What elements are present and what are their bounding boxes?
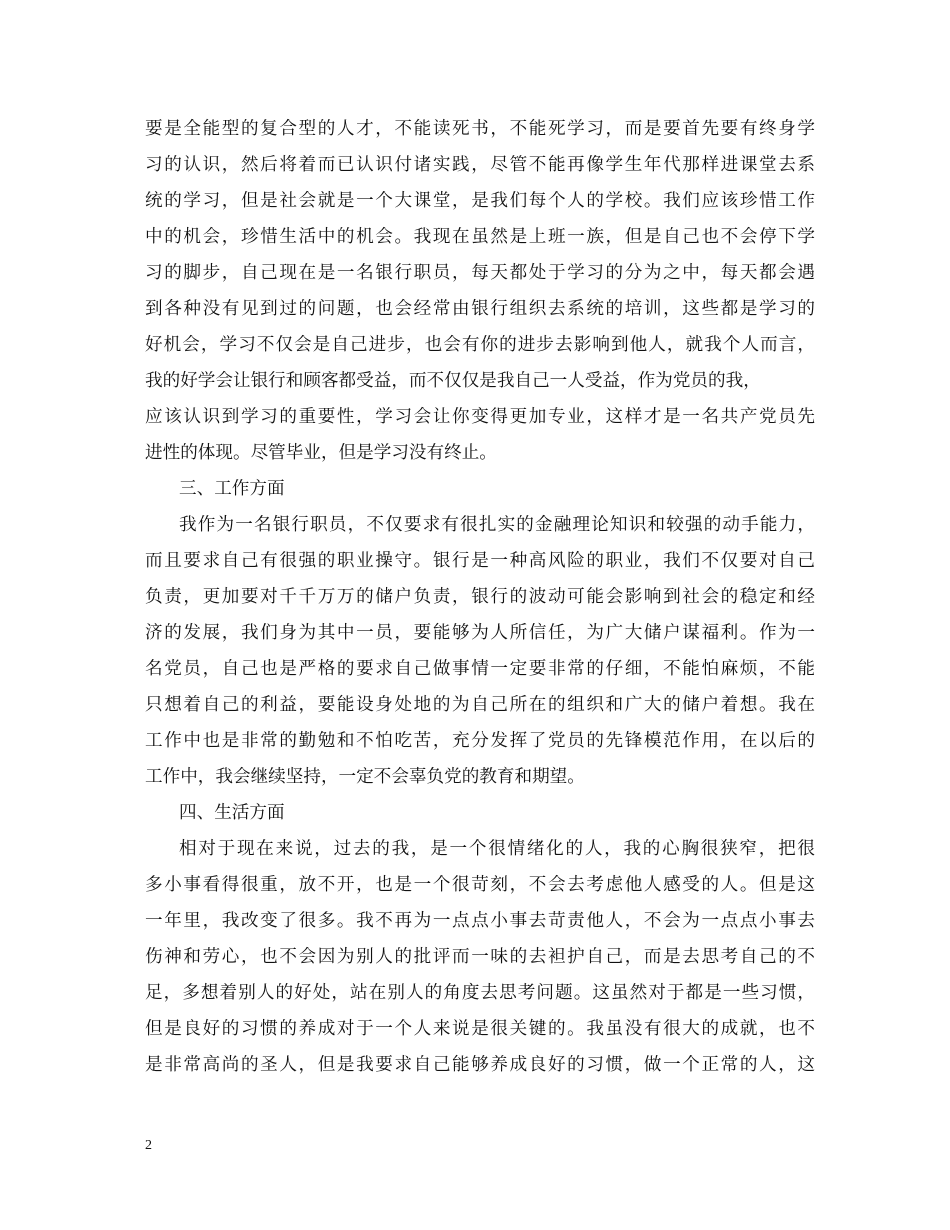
section-heading-work: 三、工作方面: [179, 479, 285, 499]
text-line: 但是良好的习惯的养成对于一个人来说是很关键的。我虽没有很大的成就，也不: [145, 1019, 815, 1039]
section-heading-life: 四、生活方面: [179, 803, 285, 823]
text-line: 一年里，我改变了很多。我不再为一点点小事去苛责他人，不会为一点点小事去: [145, 911, 815, 931]
text-line: 习的认识，然后将着而已认识付诸实践，尽管不能再像学生年代那样进课堂去系: [145, 155, 815, 175]
text-line-first: 相对于现在来说，过去的我，是一个很情绪化的人，我的心胸很狭窄，把很: [179, 839, 815, 859]
text-line: 要是全能型的复合型的人才，不能读死书，不能死学习，而是要首先要有终身学: [145, 119, 815, 139]
text-line: 而且要求自己有很强的职业操守。银行是一种高风险的职业，我们不仅要对自己: [145, 551, 815, 571]
text-line: 应该认识到学习的重要性，学习会让你变得更加专业，这样才是一名共产党员先: [145, 407, 815, 427]
text-line: 足，多想着别人的好处，站在别人的角度去思考问题。这虽然对于都是一些习惯，: [145, 983, 815, 1003]
text-line: 统的学习，但是社会就是一个大课堂，是我们每个人的学校。我们应该珍惜工作: [145, 191, 815, 211]
text-line-last: 进性的体现。尽管毕业，但是学习没有终止。: [145, 443, 497, 463]
text-line: 伤神和劳心，也不会因为别人的批评而一味的去袒护自己，而是去思考自己的不: [145, 947, 815, 967]
text-line-last: 工作中，我会继续坚持，一定不会辜负党的教育和期望。: [145, 767, 585, 787]
text-line: 中的机会，珍惜生活中的机会。我现在虽然是上班一族，但是自己也不会停下学: [145, 227, 815, 247]
text-line: 是非常高尚的圣人，但是我要求自己能够养成良好的习惯，做一个正常的人，这: [145, 1055, 815, 1075]
text-line: 工作中也是非常的勤勉和不怕吃苦，充分发挥了党员的先锋模范作用，在以后的: [145, 731, 815, 751]
text-line: 名党员，自己也是严格的要求自己做事情一定要非常的仔细，不能怕麻烦，不能: [145, 659, 815, 679]
text-line: 我的好学会让银行和顾客都受益，而不仅仅是我自己一人受益，作为党员的我，: [145, 371, 761, 391]
text-line: 济的发展，我们身为其中一员，要能够为人所信任，为广大储户谋福利。作为一: [145, 623, 815, 643]
text-line: 习的脚步，自己现在是一名银行职员，每天都处于学习的分为之中，每天都会遇: [145, 263, 815, 283]
page-number: 2: [145, 1138, 152, 1153]
text-line: 负责，更加要对千千万万的储户负责，银行的波动可能会影响到社会的稳定和经: [145, 587, 815, 607]
text-line: 只想着自己的利益，要能设身处地的为自己所在的组织和广大的储户着想。我在: [145, 695, 815, 715]
text-line: 到各种没有见到过的问题，也会经常由银行组织去系统的培训，这些都是学习的: [145, 299, 815, 319]
text-line: 多小事看得很重，放不开，也是一个很苛刻，不会去考虑他人感受的人。但是这: [145, 875, 815, 895]
text-line-first: 我作为一名银行职员，不仅要求有很扎实的金融理论知识和较强的动手能力，: [179, 515, 815, 535]
text-line: 好机会，学习不仅会是自己进步，也会有你的进步去影响到他人，就我个人而言，: [145, 335, 815, 355]
